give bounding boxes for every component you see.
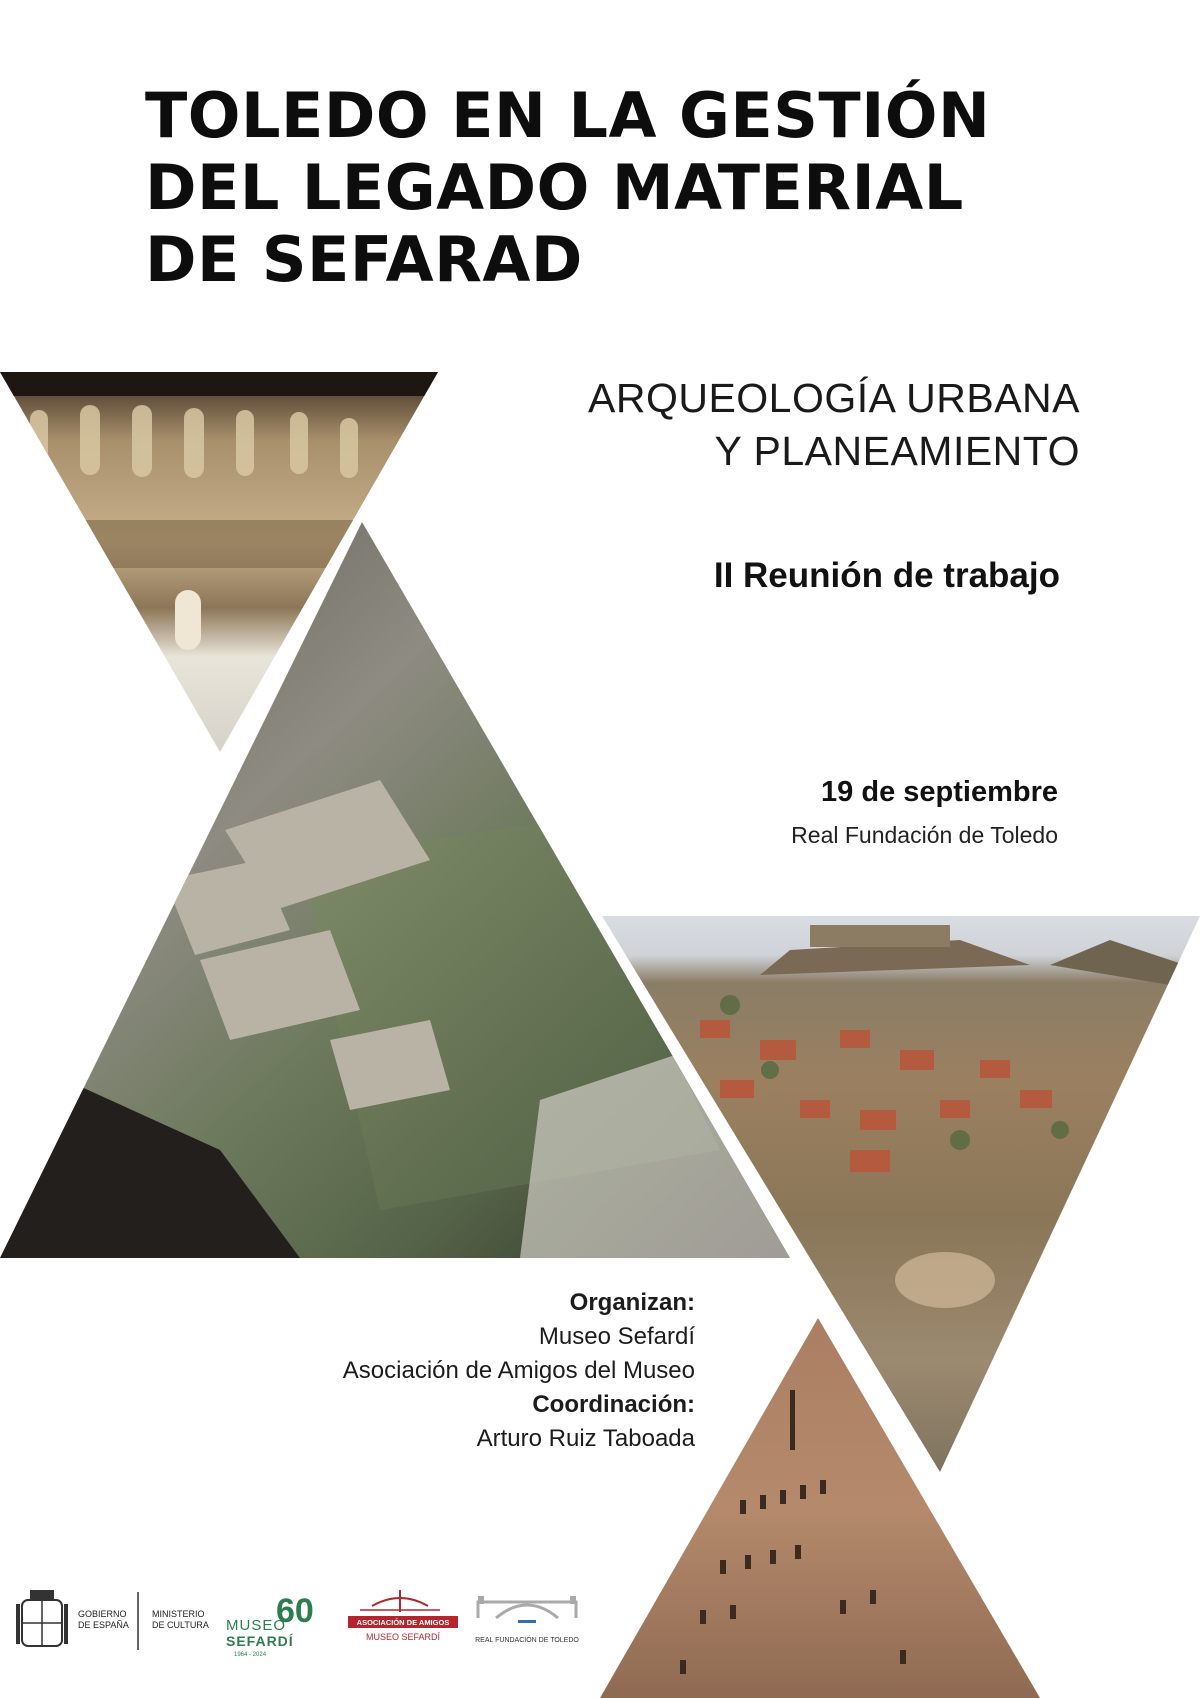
sponsor-logos (0, 1580, 600, 1670)
amigos-line-1: ASOCIACIÓN DE AMIGOS (356, 1618, 450, 1627)
event-venue: Real Fundación de Toledo (791, 822, 1058, 848)
ministerio-line-2: DE CULTURA (152, 1620, 209, 1630)
organizer-asociacion: Asociación de Amigos del Museo (342, 1357, 695, 1384)
organizers-label: Organizan: (569, 1289, 695, 1316)
gobierno-line-1: GOBIERNO (78, 1609, 127, 1619)
event-date: 19 de septiembre (821, 776, 1058, 808)
subtitle-line-2: Y PLANEAMIENTO (714, 428, 1080, 474)
subtitle-line-1: ARQUEOLOGÍA URBANA (587, 375, 1080, 421)
coordination-label: Coordinación: (532, 1391, 695, 1418)
title-line-2: DEL LEGADO MATERIAL (145, 151, 964, 224)
title-line-3: DE SEFARAD (145, 223, 583, 296)
museo-years: 1964 - 2024 (234, 1652, 267, 1658)
museo-logo-line-1: MUSEO (226, 1617, 287, 1634)
title-line-1: TOLEDO EN LA GESTIÓN (145, 79, 991, 152)
organizer-museo: Museo Sefardí (538, 1323, 695, 1350)
amigos-line-2: MUSEO SEFARDÍ (365, 1632, 441, 1642)
museo-anniversary: 60 (276, 1592, 314, 1630)
coat-of-arms-icon (16, 1590, 68, 1646)
fundacion-logo-text: REAL FUNDACIÓN DE TOLEDO (475, 1637, 579, 1644)
gobierno-line-2: DE ESPAÑA (78, 1620, 129, 1630)
menorah-icon (360, 1590, 440, 1612)
mikveh-photo (0, 522, 790, 1258)
subtitle (588, 372, 1080, 478)
main-title (145, 80, 1105, 296)
credits-block (343, 1286, 695, 1456)
museo-logo-line-2: SEFARDÍ (226, 1633, 294, 1649)
meeting-label: II Reunión de trabajo (713, 556, 1060, 595)
ministerio-line-1: MINISTERIO (152, 1609, 205, 1619)
bridge-icon (478, 1596, 576, 1623)
coordinator-name: Arturo Ruiz Taboada (476, 1425, 695, 1452)
